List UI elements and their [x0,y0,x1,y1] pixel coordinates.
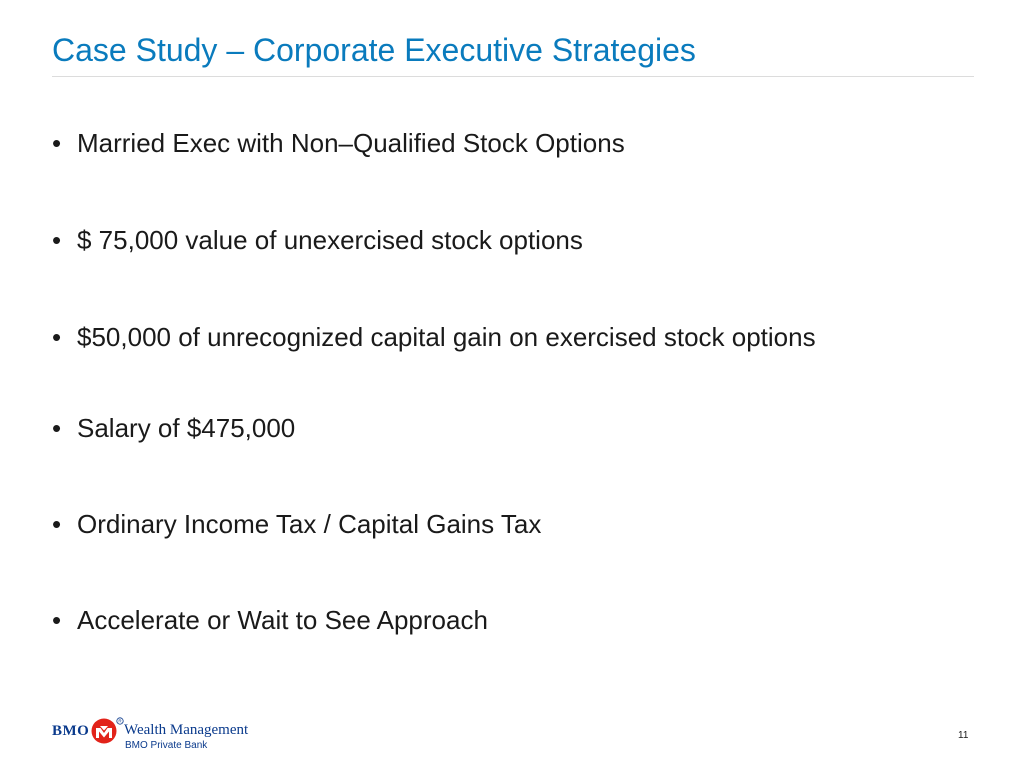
bullet-text: $ 75,000 value of unexercised stock options [77,225,583,255]
bullet-text: Accelerate or Wait to See Approach [77,605,488,635]
slide-title: Case Study – Corporate Executive Strategies [52,32,696,68]
registered-mark-icon [116,717,124,725]
bullet-item [52,413,295,444]
bullet-glyph: • [52,322,62,352]
bmo-roundel-icon [91,718,117,744]
sub-brand-name: BMO Private Bank [125,740,208,751]
bullet-text: $50,000 of unrecognized capital gain on exercised stock options [77,322,816,352]
bullet-text: Salary of $475,000 [77,413,296,443]
bullet-text: Ordinary Income Tax / Capital Gains Tax [77,509,542,539]
bullet-item [52,509,541,540]
svg-text:R: R [118,718,122,724]
title-divider [52,76,974,77]
bullet-glyph: • [52,509,62,539]
bullet-glyph: • [52,225,62,255]
bullet-item [52,322,816,353]
bullet-glyph: • [52,413,62,443]
bullet-glyph: • [52,605,62,635]
bullet-item [52,128,625,159]
brand-name: BMO [52,723,90,739]
bullet-item [52,605,488,636]
bullet-text: Married Exec with Non–Qualified Stock Options [77,128,625,158]
division-name: Wealth Management [124,722,249,738]
page-number: 11 [958,730,969,741]
bullet-glyph: • [52,128,62,158]
bmo-wealth-management-logo [52,716,312,756]
bullet-item [52,225,583,256]
